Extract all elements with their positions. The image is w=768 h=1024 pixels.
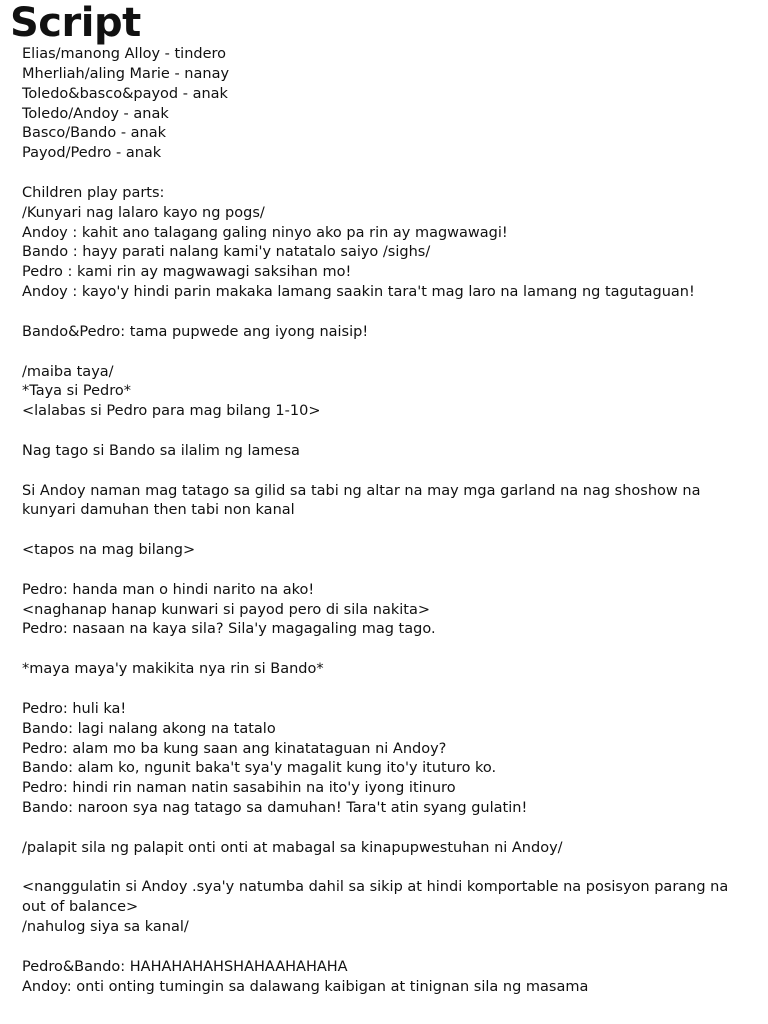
script-line: /Kunyari nag lalaro kayo ng pogs/ <box>22 204 265 221</box>
script-line: <lalabas si Pedro para mag bilang 1-10> <box>22 403 321 420</box>
script-line: *maya maya'y makikita nya rin si Bando* <box>22 661 324 678</box>
script-line: Andoy : kayo'y hindi parin makaka lamang saakin tara't mag laro na lamang ng tagutaguan! <box>22 284 695 301</box>
script-line: <naghanap hanap kunwari si payod pero di sila nakita> <box>22 601 430 618</box>
script-line: Toledo&basco&payod - anak <box>22 85 228 102</box>
script-line: Elias/manong Alloy - tindero <box>22 46 227 62</box>
script-line: /nahulog siya sa kanal/ <box>22 919 189 936</box>
blank-line <box>22 561 752 581</box>
script-line: Pedro: handa man o hindi narito na ako! <box>22 581 315 598</box>
script-line: Pedro: huli ka! <box>22 700 127 717</box>
script-line: <tapos na mag bilang> <box>22 542 196 559</box>
script-line: Nag tago si Bando sa ilalim ng lamesa <box>22 442 300 459</box>
script-line: /palapit sila ng palapit onti onti at mabagal sa kinapupwestuhan ni Andoy/ <box>22 839 563 856</box>
script-line: Andoy: onti onting tumingin sa dalawang kaibigan at tinignan sila ng masama <box>22 978 589 995</box>
script-line: Bando: naroon sya nag tatago sa damuhan! Tara't atin syang gulatin! <box>22 800 528 817</box>
script-line: Pedro: hindi rin naman natin sasabihin na ito'y iyong itinuro <box>22 780 456 797</box>
blank-line <box>22 819 752 839</box>
blank-line <box>22 164 752 184</box>
script-line: Mherliah/aling Marie - nanay <box>22 65 230 82</box>
script-line: *Taya si Pedro* <box>22 383 131 400</box>
blank-line <box>22 859 752 879</box>
script-line: /maiba taya/ <box>22 363 114 380</box>
script-line: Toledo/Andoy - anak <box>22 105 169 122</box>
script-line: Bando: lagi nalang akong na tatalo <box>22 720 276 737</box>
script-line: Pedro : kami rin ay magwawagi saksihan mo! <box>22 264 352 281</box>
script-line: Bando : hayy parati nalang kami'y natatalo saiyo /sighs/ <box>22 244 431 261</box>
script-line: Pedro&Bando: HAHAHAHAHSHAHAAHAHAHA <box>22 958 348 975</box>
script-line: Bando&Pedro: tama pupwede ang iyong naisip! <box>22 323 369 340</box>
blank-line <box>22 640 752 660</box>
blank-line <box>22 680 752 700</box>
script-line: Basco/Bando - anak <box>22 125 167 142</box>
blank-line <box>22 521 752 541</box>
script-line: Andoy : kahit ano talagang galing ninyo ako pa rin ay magwawagi! <box>22 224 508 241</box>
blank-line <box>22 422 752 442</box>
blank-line <box>22 462 752 482</box>
blank-line <box>22 938 752 958</box>
script-line: Children play parts: <box>22 184 165 201</box>
script-line: Bando: alam ko, ngunit baka't sya'y magalit kung ito'y ituturo ko. <box>22 760 497 777</box>
script-line: Si Andoy naman mag tatago sa gilid sa tabi ng altar na may mga garland na nag shoshow na kunyari damuhan then tabi non kanal <box>22 482 701 519</box>
blank-line <box>22 303 752 323</box>
page-title: Script <box>10 0 141 46</box>
blank-line <box>22 343 752 363</box>
script-line: Payod/Pedro - anak <box>22 145 162 162</box>
script-body <box>22 45 752 998</box>
script-line: Pedro: nasaan na kaya sila? Sila'y magagaling mag tago. <box>22 621 436 638</box>
script-line: <nanggulatin si Andoy .sya'y natumba dahil sa sikip at hindi komportable na posisyon parang na out of balance> <box>22 879 729 916</box>
script-line: Pedro: alam mo ba kung saan ang kinatataguan ni Andoy? <box>22 740 447 757</box>
